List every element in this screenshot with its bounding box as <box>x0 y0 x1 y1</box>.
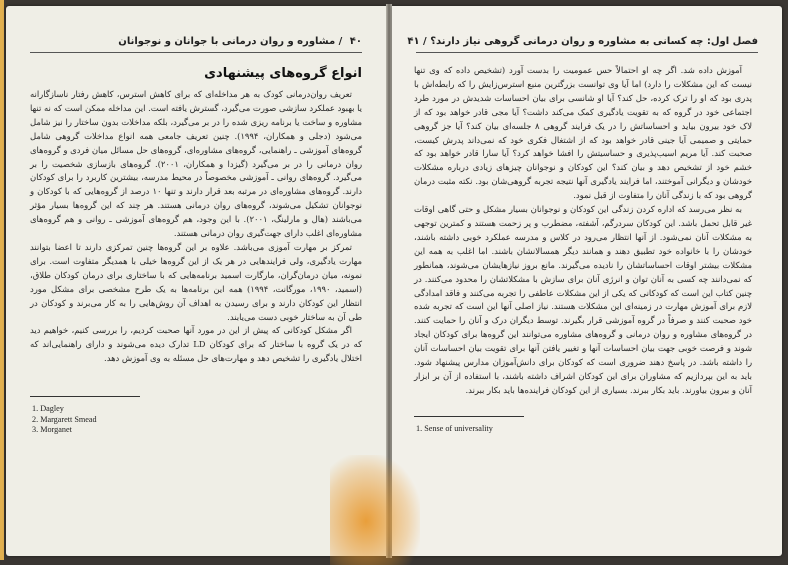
left-paragraph-3: اگر مشکل کودکانی که پیش از این در مورد آنها صحبت کردیم، را بررسی کنیم، خواهیم دید که در یک گروه با ساختار که برای کودکان LD تدارک دیده می‌شوند و دارای راهنمایی‌اند که اختلال یادگیری را تشخیص دهد و مهارت‌های حل مسئله به وی آموزش دهد. <box>30 325 362 364</box>
footnote: 1. Sense of universality <box>416 424 493 433</box>
left-page-header: ۴۰ / مشاوره و روان درمانی با جوانان و نوجوانان <box>118 36 362 47</box>
right-page <box>392 6 782 556</box>
right-header-rule <box>416 52 758 53</box>
left-footnotes <box>32 404 97 436</box>
right-footnote-rule <box>414 416 524 417</box>
left-header-rule <box>30 52 362 53</box>
left-body-text <box>30 88 362 406</box>
right-page-header: فصل اول: چه کسانی به مشاوره و روان درمانی گروهی نیاز دارند؟ / ۴۱ <box>407 36 758 47</box>
orange-stain <box>330 455 420 565</box>
left-paragraph-1: تعریف روان‌درمانی کودک به هر مداخله‌ای که برای کاهش استرس، کاهش رفتار ناسازگارانه یا بهبود عملکرد سازشی صورت می‌گیرد، گسترش یافته است. این مداخله ممکن است که نه تنها مشاوره و ساخت یا برنامه ریزی شده را در بر می‌گیرد، بلکه مداخلات بدون ساختار را نیز شامل می‌شود (دجلی و همکاران، ۱۹۹۴). چنین تعریف جامعی همه انواع مداخلات گروهی شامل گروه‌های آموزشی ـ راهنمایی، گروه‌های مشاوره‌ای، گروه‌های حل مسائل میان فردی و گروه‌های روان درمانی را در بر می‌گیرد (گیزدا و همکاران، ۲۰۰۱). گروه‌های بازسازی شخصیت را بر می‌گیرد. گروه‌های روانی ـ آموزشی مخصوصاً در محیط مدرسه، بیشترین کاربرد را برای کودکان دارند. گروه‌های مشاوره‌ای در مرتبه بعد قرار دارند و تنها ۱۰ درصد از گروه‌هایی که با کودکان و نوجوانان تشکیل می‌شوند، گروه‌های روان درمانی هستند. هر چند که این گروه‌ها بسیار مؤثر می‌باشند (هال و مارلینگ، ۲۰۰۱). با این وجود، هم گروه‌های آموزشی ـ روانی و هم گروه‌های مشاوره‌ای اغلب دارای جهت‌گیری روان درمانی هستند. <box>30 89 362 239</box>
left-page <box>6 6 386 556</box>
section-heading: انواع گروه‌های پیشنهادی <box>204 66 362 81</box>
right-page-number: ۴۱ <box>407 36 420 47</box>
right-paragraph-1: آموزش داده شد. اگر چه او احتمالاً حس عمومیت را بدست آورد (تشخیص داده که وی تنها نیست که این مشکلات را دارد) اما آیا وی توانست بزرگترین منبع استرس‌زایش را که رابطه‌اش با پدری بود که او را ترک کرده، حل کند؟ آیا او شانسی برای بیان احساسات شدیدش در مورد طرد اجتماعی خود در گروه که به تقویت یادگیری کمک می‌کند داشت؟ آیا مجی قادر خواهد بود که از لاک خود بیرون بیاید و احساساتش را در یک فرایند گروهی ۸ جلسه‌ای بیان کند؟ آیا جز گروهی حمایتی و صمیمی آیا جینی قادر خواهد بود که از اشتغال فکری خود که نمی‌داند پدرش کیست، صحبت کند. آیا مریم اسیب‌پذیری و حساسیتش را افشا خواهد کرد؟ آیا سارا قادر خواهد بود که خشم خود از تشخیص دهد و بیان کند؟ این کودکان و نوجوانان چیزهای زیادی درباره مشکلات خودشان و دیگرانی آموختند، اما فرایند یادگیری آنها نتیجه تجربه گروهی‌شان بود. نکته مثبت درمان گروهی بود که با زندگی آنان را متفاوت از قبل نمود. <box>414 65 752 201</box>
footnote: 1. Dagley <box>32 404 64 413</box>
left-footnote-rule <box>30 396 140 397</box>
right-running-title: فصل اول: چه کسانی به مشاوره و روان درمانی گروهی نیاز دارند؟ <box>430 36 758 47</box>
footnote: 3. Morganet <box>32 425 72 434</box>
page-edge <box>0 0 4 560</box>
left-running-title: مشاوره و روان درمانی با جوانان و نوجوانان <box>118 36 336 47</box>
right-footnotes <box>416 424 493 435</box>
footnote: 2. Margarett Smead <box>32 414 97 424</box>
left-page-number: ۴۰ <box>349 36 362 47</box>
right-paragraph-2: به نظر می‌رسد که اداره کردن زندگی این کودکان و نوجوانان بسیار مشکل و حتی گاهی اوقات غیر قابل تحمل باشد. این کودکان سردرگم، آشفته، مضطرب و پر زحمت هستند و کمترین توجهی به مشکلات آنان نمی‌شود. از آنها انتظار می‌رود در کلاس و مدرسه عملکرد خوبی داشته باشند، خودشان را با خانواده خود تطبیق دهند و همانند دیگر همسالانشان باشند. اما اغلب به همه این مشکلات بیشتر اوقات احساساتشان را نادیده می‌گیرند. مانع بروز نیازهایشان می‌شوند، همانطور که نمی‌دانند چه کسی به آنان توان و انرژی آنان برای سازش با مشکلاتشان را محدود می‌کنند. در چنین کتاب این است که کودکانی که یکی از این مشکلات عاطفی را تجربه می‌کنند و فاقد امدادگی لازم برای آموزش مهارت در زمینه‌ای این مشکلات هستند. نیاز اصلی آنها این است که تجربه شده خود صحبت کنند و صرفاً در گروه آموزشی قرار بگیرند. توسط دیگران درک و آنان را حمایت کنند. در گروه‌های مشاوره و روان درمانی و گروه‌های مشاوره می‌توانند این گروه‌ها برای کودکان ایجاد شوند و فرصت خوبی جهت بیان احساسات آنها و تغییر یافتن آنها برای تقویت بیان احساسات آنان را داشته باشد. در پاسخ دهند ضروری است که کودکان برای دانش‌آموزان مدارس پیشنهاد شود. باید به این بپردازیم که مشاوران برای این کودکان اشراف داشته باشند، با استفاده از آن بر ابزار آنان و بیرون بیاورند. باید بکار ببرند. بسیاری از این کودکان فراینده‌ها باید بکار ببرند. <box>414 204 752 395</box>
right-body-text <box>414 64 752 408</box>
left-paragraph-2: تمرکز بر مهارت آموزی می‌باشد. علاوه بر این گروه‌ها چنین تمرکزی دارند تا اعضا بتوانند مهارت یادگیری، ولی فرایندهایی در هر یک از این گروه‌ها خیلی با همدیگر متفاوت است. برای نمونه، میان درمان‌گران، مارگارت اسمید برنامه‌هایی که با ساختاری برای درمان کودکان طلاق، (اسمید، ۱۹۹۰، مورگانت، ۱۹۹۴) همه این برنامه‌ها به یک طرح مشخصی برای مشکل مورد انتظار این کودکان دارند و برای رسیدن به اهداف آن روش‌هایی را به کار می‌برند و کودکان در طی آن به ساختار خوبی دست می‌یابند. <box>30 241 362 322</box>
